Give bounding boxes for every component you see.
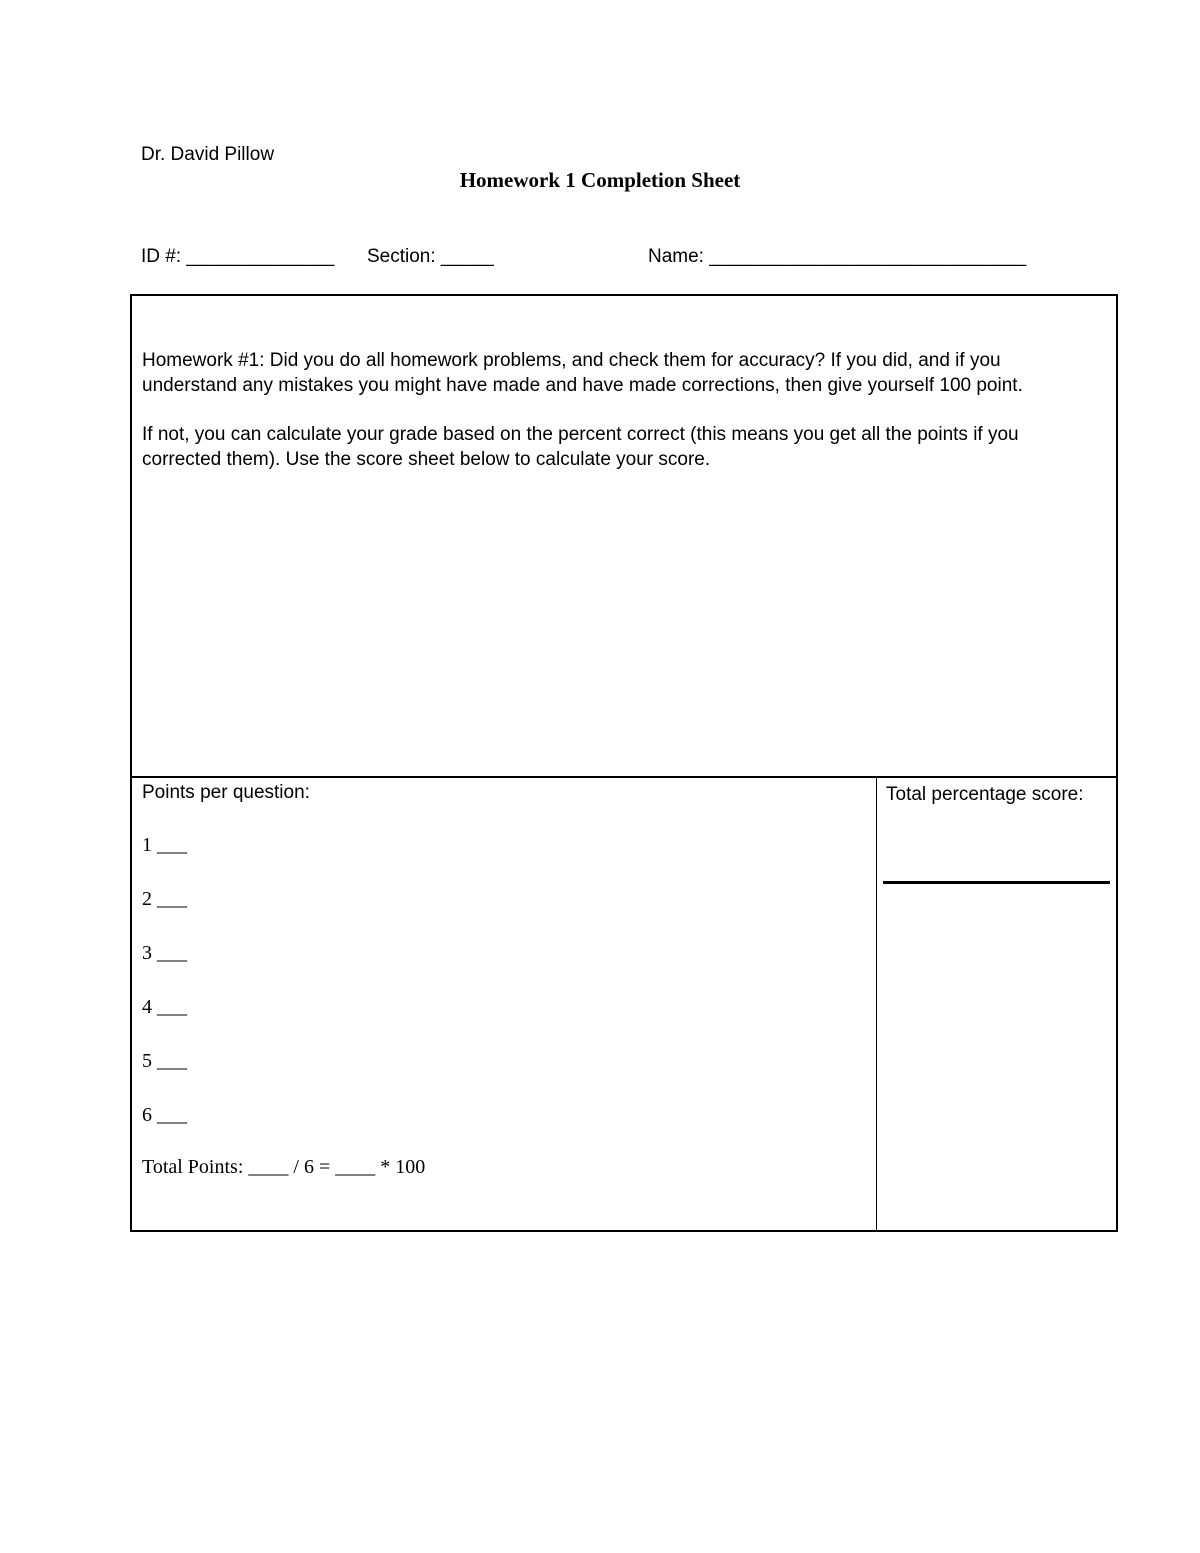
percentage-answer-line[interactable] [883,881,1110,884]
question-score-line[interactable]: 3 ___ [142,942,187,964]
points-heading: Points per question: [142,782,310,803]
points-cell [132,778,877,1230]
page-title: Homework 1 Completion Sheet [459,168,741,192]
percentage-cell [877,778,1114,1230]
question-score-line[interactable]: 2 ___ [142,888,187,910]
question-score-line[interactable]: 1 ___ [142,834,187,856]
instructions-paragraph: If not, you can calculate your grade based on the percent correct (this means you get all the points if you corrected them). Use the score sheet below to calculate your score. [142,424,1019,470]
total-points-line[interactable]: Total Points: ____ / 6 = ____ * 100 [142,1156,426,1178]
author-name: Dr. David Pillow [141,144,275,165]
section-field[interactable]: Section: _____ [367,246,494,267]
question-score-line[interactable]: 6 ___ [142,1104,187,1126]
score-sheet-table [130,776,1118,1232]
question-score-line[interactable]: 5 ___ [142,1050,187,1072]
instructions-text [142,348,1097,496]
instructions-paragraph: Homework #1: Did you do all homework problems, and check them for accuracy? If you did, and if you understand any mistakes you might have made and have made corrections, then give yourself 100 point. [142,350,1023,396]
question-score-line[interactable]: 4 ___ [142,996,187,1018]
instructions-box [130,294,1118,778]
name-field[interactable]: Name: ______________________________ [648,246,1027,267]
id-field[interactable]: ID #: ______________ [141,246,335,267]
percentage-label: Total percentage score: [886,784,1084,805]
